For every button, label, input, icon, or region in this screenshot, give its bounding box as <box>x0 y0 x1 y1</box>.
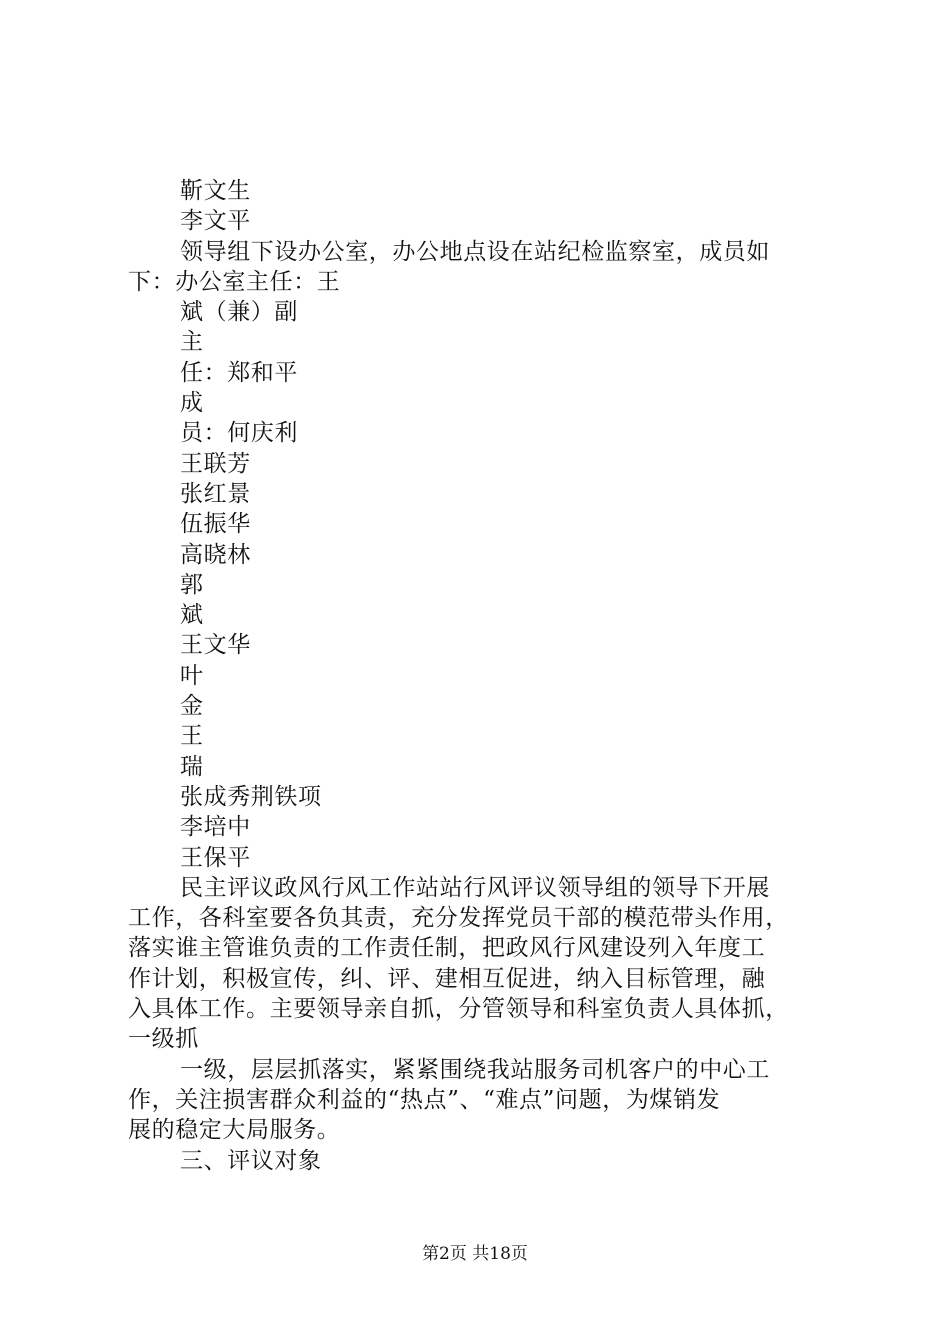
text-line: 王文华 <box>180 632 251 659</box>
text-line: 员：何庆利 <box>180 420 298 447</box>
text-line: 金 <box>180 693 204 720</box>
text-line: 李文平 <box>180 208 251 235</box>
text-line: 靳文生 <box>180 178 251 204</box>
text-line: 领导组下设办公室，办公地点设在站纪检监察室，成员如 <box>180 238 770 265</box>
text-line: 主 <box>180 329 204 356</box>
page-number-footer: 第2页 共18页 <box>422 1244 528 1264</box>
document-body <box>128 176 836 1176</box>
text-line: 瑞 <box>180 753 204 780</box>
text-line: 高晓林 <box>180 541 251 568</box>
text-line: 王联芳 <box>180 450 251 477</box>
text-line: 一级，层层抓落实，紧紧围绕我站服务司机客户的中心工 <box>180 1056 770 1083</box>
text-line: 展的稳定大局服务。 <box>128 1117 341 1144</box>
text-line: 作，关注损害群众利益的“热点”、“难点”问题，为煤销发 <box>128 1086 721 1113</box>
text-line: 三、评议对象 <box>180 1147 322 1174</box>
text-line: 一级抓 <box>128 1026 199 1053</box>
text-line: 李培中 <box>180 814 251 841</box>
text-line: 王 <box>180 723 204 750</box>
text-line: 张成秀荆铁项 <box>180 783 322 810</box>
text-line: 任：郑和平 <box>180 359 298 386</box>
text-line: 王保平 <box>180 844 251 871</box>
text-line: 作计划，积极宣传，纠、评、建相互促进，纳入目标管理，融 <box>128 965 766 992</box>
text-line: 下：办公室主任：王 <box>128 268 341 295</box>
text-line: 郭 <box>180 571 204 598</box>
text-line: 入具体工作。主要领导亲自抓，分管领导和科室负责人具体抓， <box>128 996 789 1023</box>
text-line: 叶 <box>180 662 204 689</box>
text-line: 斌（兼）副 <box>180 299 298 326</box>
text-line: 伍振华 <box>180 511 251 538</box>
text-line: 斌 <box>180 602 204 629</box>
text-line: 落实谁主管谁负责的工作责任制，把政风行风建设列入年度工 <box>128 935 766 962</box>
text-line: 工作，各科室要各负其责，充分发挥党员干部的模范带头作用， <box>128 905 789 932</box>
text-line: 成 <box>180 390 204 417</box>
text-line: 民主评议政风行风工作站站行风评议领导组的领导下开展 <box>180 874 770 901</box>
text-line: 张红景 <box>180 480 251 507</box>
